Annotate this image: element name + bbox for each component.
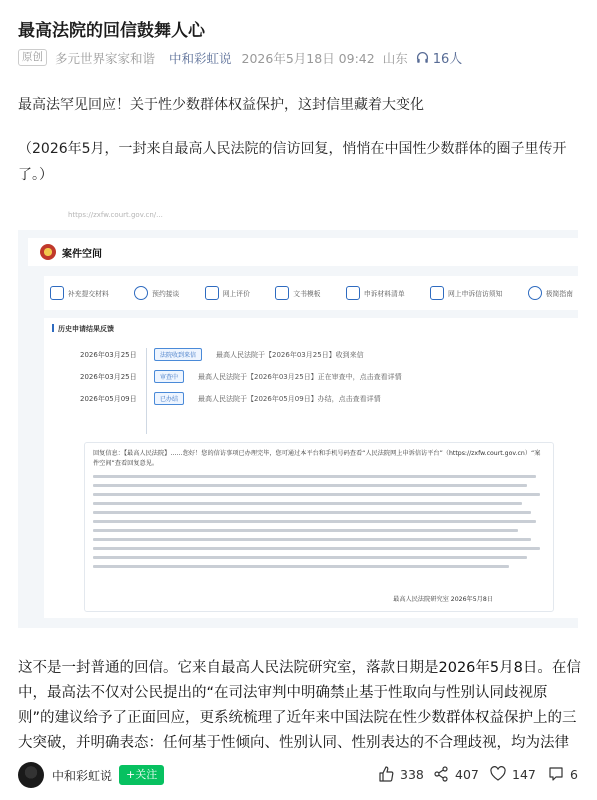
tool-item[interactable] bbox=[528, 286, 573, 300]
reply-box bbox=[84, 442, 554, 612]
publish-time: 2026年5月18日 09:42 bbox=[241, 50, 375, 66]
follow-button[interactable]: +关注 bbox=[119, 765, 164, 785]
reply-signature: 最高人民法院研究室 2026年5月8日 bbox=[393, 596, 493, 603]
status-badge: 法院收到来信 bbox=[154, 348, 202, 361]
like-button[interactable] bbox=[378, 766, 424, 782]
account-link[interactable]: 中和彩虹说 bbox=[169, 50, 232, 66]
tool-label: 预约接谈 bbox=[152, 290, 180, 298]
timeline-row[interactable] bbox=[80, 392, 381, 405]
share-count: 407 bbox=[455, 766, 479, 782]
portal-title: 案件空间 bbox=[62, 248, 102, 260]
list-icon bbox=[346, 286, 360, 300]
portal-header bbox=[28, 238, 578, 266]
timeline-row[interactable] bbox=[80, 370, 402, 383]
timeline-desc: 最高人民法院于【2026年03月25日】收到来信 bbox=[216, 350, 364, 359]
tool-label: 补充提交材料 bbox=[68, 290, 109, 298]
play-icon bbox=[134, 286, 148, 300]
history-title: 历史申请结果反馈 bbox=[52, 324, 114, 334]
chat-icon bbox=[205, 286, 219, 300]
tool-item[interactable] bbox=[430, 286, 502, 300]
guide-icon bbox=[528, 286, 542, 300]
paragraph-intro: 最高法罕见回应！关于性少数群体权益保护，这封信里藏着大变化 bbox=[18, 97, 424, 113]
url-bar: https://zxfw.court.gov.cn/... bbox=[18, 200, 578, 230]
timeline-desc: 最高人民法院于【2026年03月25日】正在审查中，点击查看详情 bbox=[198, 372, 402, 381]
monitor-icon bbox=[430, 286, 444, 300]
location: 山东 bbox=[382, 50, 408, 66]
share-icon bbox=[433, 766, 449, 782]
favorite-count: 147 bbox=[512, 766, 536, 782]
original-badge: 原创 bbox=[18, 49, 47, 66]
share-button[interactable] bbox=[433, 766, 479, 782]
doc-icon bbox=[275, 286, 289, 300]
court-emblem-icon bbox=[40, 244, 56, 260]
headphones-icon bbox=[416, 51, 429, 64]
favorite-button[interactable] bbox=[490, 766, 536, 782]
timeline-date: 2026年03月25日 bbox=[80, 350, 137, 359]
embedded-screenshot bbox=[18, 200, 578, 628]
edit-icon bbox=[50, 286, 64, 300]
paragraph-body: 这不是一封普通的回信。它来自最高人民法院研究室，落款日期是2026年5月8日。在信中，最高法不仅对公民提出的“在司法审判中明确禁止基于性取向与性别认同歧视原则”的建议给予了正面回应，更系统梳理了近年来中国法院在性少数群体权益保护上的三大突破，并明确表态：任何基于性倾向、性别认同、性别表达的不合理歧视，均为法律 bbox=[18, 660, 581, 751]
tool-label: 文书模板 bbox=[293, 290, 321, 298]
reply-header: 回复信息：【最高人民法院】……您好！您的信访事项已办理完毕，您可通过本平台和手机号码查看“人民法院网上申诉信访平台”（https://zxfw.court.gov.cn）“案件空间”查看回复意见。 bbox=[93, 450, 541, 467]
thumbs-up-icon bbox=[378, 766, 394, 782]
portal-toolbar bbox=[44, 276, 578, 310]
tool-item[interactable] bbox=[346, 286, 405, 300]
tool-label: 网上评价 bbox=[222, 290, 250, 298]
history-panel bbox=[44, 318, 578, 618]
tool-label: 极简指南 bbox=[545, 290, 573, 298]
paragraph-context: （2026年5月，一封来自最高人民法院的信访回复，悄悄在中国性少数群体的圈子里传开了。） bbox=[18, 141, 567, 183]
tool-item[interactable] bbox=[50, 286, 109, 300]
article-meta bbox=[18, 48, 462, 67]
timeline-row bbox=[80, 348, 364, 361]
article-title: 最高法院的回信鼓舞人心 bbox=[18, 21, 205, 41]
source-name[interactable]: 多元世界家家和谐 bbox=[55, 50, 156, 66]
like-count: 338 bbox=[400, 766, 424, 782]
tool-label: 网上申诉信访须知 bbox=[448, 290, 503, 298]
timeline-desc: 最高人民法院于【2026年05月09日】办结，点击查看详情 bbox=[198, 394, 381, 403]
article-footer bbox=[0, 752, 597, 800]
comment-count: 6 bbox=[570, 766, 578, 782]
timeline-date: 2026年05月09日 bbox=[80, 394, 137, 403]
listener-count: 16人 bbox=[432, 52, 463, 67]
tool-label: 申诉材料清单 bbox=[363, 290, 405, 298]
status-badge: 已办结 bbox=[154, 392, 184, 405]
timeline-date: 2026年03月25日 bbox=[80, 372, 137, 381]
comment-button[interactable] bbox=[548, 766, 578, 782]
tool-item[interactable] bbox=[275, 286, 320, 300]
author-name[interactable]: 中和彩虹说 bbox=[52, 769, 113, 783]
heart-icon bbox=[490, 766, 506, 782]
avatar[interactable] bbox=[18, 762, 44, 788]
comment-icon bbox=[548, 766, 564, 782]
tool-item[interactable] bbox=[205, 286, 250, 300]
listen-button[interactable] bbox=[416, 48, 463, 67]
status-badge: 审查中 bbox=[154, 370, 184, 383]
reply-text bbox=[93, 475, 545, 569]
tool-item[interactable] bbox=[134, 286, 179, 300]
